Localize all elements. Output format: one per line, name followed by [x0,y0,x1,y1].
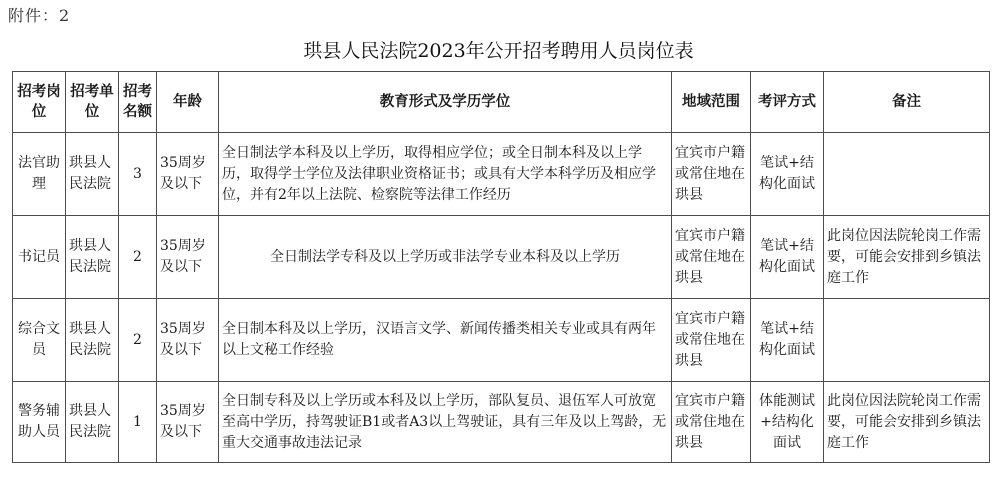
cell-region: 宜宾市户籍或常住地在珙县 [672,133,751,216]
table-row [13,133,990,216]
cell-unit: 珙县人民法院 [66,299,119,382]
cell-remark: 此岗位因法院轮岗工作需要，可能会安排到乡镇法庭工作 [824,216,990,299]
header-position: 招考岗位 [13,72,66,133]
header-age: 年龄 [157,72,219,133]
cell-position: 书记员 [13,216,66,299]
cell-quota: 2 [119,299,157,382]
cell-position: 综合文员 [13,299,66,382]
cell-unit: 珙县人民法院 [66,382,119,463]
cell-region: 宜宾市户籍或常住地在珙县 [672,299,751,382]
cell-region: 宜宾市户籍或常住地在珙县 [672,382,751,463]
header-remark: 备注 [824,72,990,133]
cell-quota: 2 [119,216,157,299]
table-header-row [13,72,990,133]
cell-age: 35周岁及以下 [157,216,219,299]
header-exam: 考评方式 [751,72,824,133]
attachment-label: 附件：2 [8,6,71,25]
cell-remark [824,299,990,382]
cell-age: 35周岁及以下 [157,382,219,463]
cell-education: 全日制法学本科及以上学历，取得相应学位；或全日制本科及以上学历，取得学士学位及法律职业资格证书；或具有大学本科学历及相应学位，并有2年以上法院、检察院等法律工作经历 [219,133,672,216]
cell-exam: 笔试+结构化面试 [751,299,824,382]
positions-table [12,71,990,463]
header-quota: 招考名额 [119,72,157,133]
table-row [13,299,990,382]
cell-unit: 珙县人民法院 [66,216,119,299]
header-region: 地域范围 [672,72,751,133]
cell-remark: 此岗位因法院轮岗工作需要，可能会安排到乡镇法庭工作 [824,382,990,463]
header-unit: 招考单位 [66,72,119,133]
cell-age: 35周岁及以下 [157,299,219,382]
cell-exam: 体能测试+结构化面试 [751,382,824,463]
cell-remark [824,133,990,216]
cell-exam: 笔试+结构化面试 [751,216,824,299]
cell-unit: 珙县人民法院 [66,133,119,216]
cell-position: 法官助理 [13,133,66,216]
page-title: 珙县人民法院2023年公开招考聘用人员岗位表 [303,40,694,62]
header-education: 教育形式及学历学位 [219,72,672,133]
table-row [13,216,990,299]
cell-exam: 笔试+结构化面试 [751,133,824,216]
cell-quota: 1 [119,382,157,463]
cell-education: 全日制专科及以上学历或本科及以上学历，部队复员、退伍军人可放宽至高中学历，持驾驶证B1或者A3以上驾驶证，具有三年及以上驾龄，无重大交通事故违法记录 [219,382,672,463]
table-row [13,382,990,463]
cell-age: 35周岁及以下 [157,133,219,216]
cell-education: 全日制本科及以上学历，汉语言文学、新闻传播类相关专业或具有两年以上文秘工作经验 [219,299,672,382]
cell-position: 警务辅助人员 [13,382,66,463]
cell-region: 宜宾市户籍或常住地在珙县 [672,216,751,299]
cell-quota: 3 [119,133,157,216]
cell-education: 全日制法学专科及以上学历或非法学专业本科及以上学历 [219,216,672,299]
